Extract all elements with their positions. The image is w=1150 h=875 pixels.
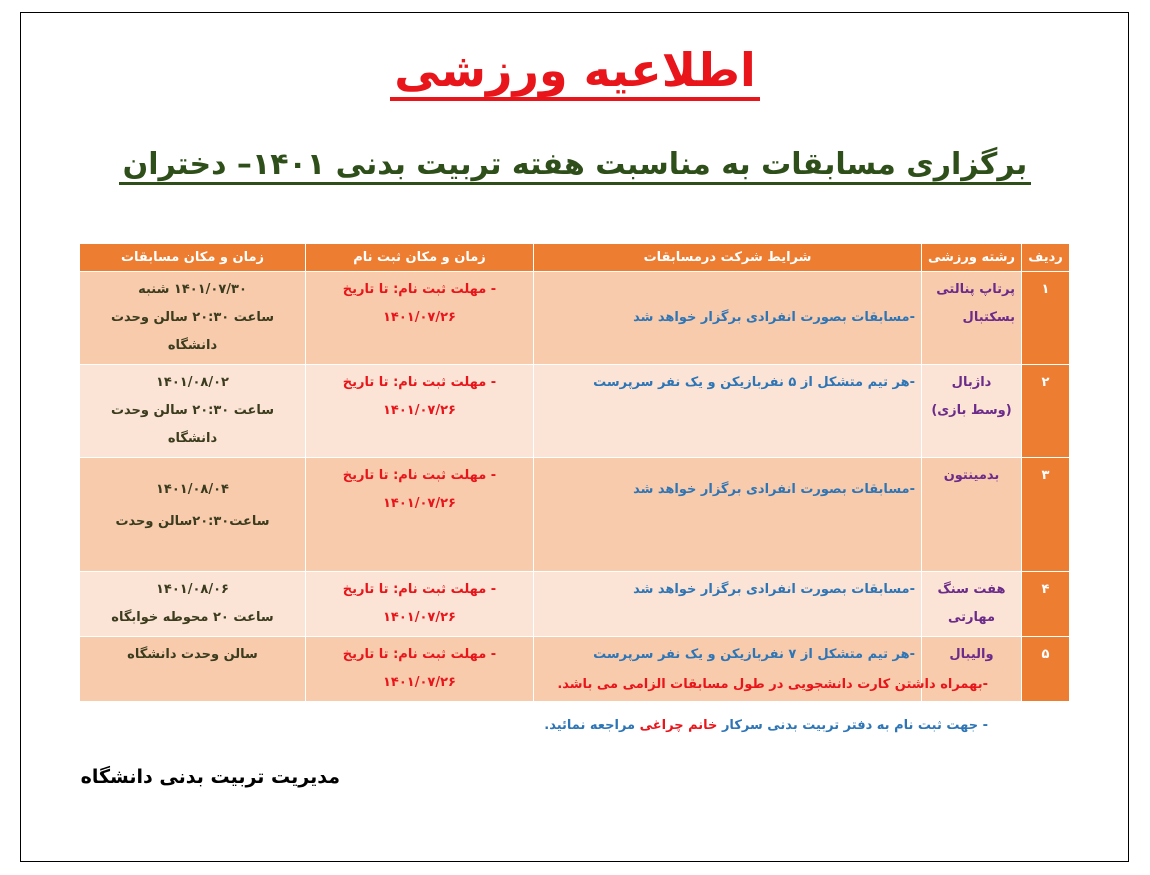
row-number: ۲ — [1022, 365, 1070, 458]
registration-date: ۱۴۰۱/۰۷/۲۶ — [383, 496, 456, 511]
venue-cell — [80, 572, 306, 637]
sport-name: والیبال — [949, 647, 994, 662]
note-contact-name: خانم چراغی — [639, 718, 718, 733]
sport-cell — [922, 572, 1022, 637]
row-number: ۴ — [1022, 572, 1070, 637]
venue-date: ۱۴۰۱/۰۸/۰۴ — [156, 482, 229, 497]
header-venue: زمان و مکان مسابقات — [80, 244, 306, 272]
registration-date: ۱۴۰۱/۰۷/۲۶ — [383, 610, 456, 625]
table-row — [80, 272, 1070, 365]
venue-date: ۱۴۰۱/۰۸/۰۲ — [156, 375, 229, 390]
venue-cell — [80, 365, 306, 458]
sport-name-line2: (وسط بازی) — [931, 403, 1012, 418]
registration-cell — [306, 637, 534, 702]
registration-deadline: - مهلت ثبت نام: تا تاریخ — [342, 647, 497, 662]
venue-location: ساعت ۲۰ محوطه خوابگاه — [111, 610, 274, 625]
sport-name-line2: بسکتبال — [962, 310, 1015, 325]
note-registration-end: مراجعه نمائید. — [544, 718, 636, 733]
competition-table — [79, 243, 1070, 702]
page-title: اطلاعیه ورزشی — [0, 40, 1150, 100]
registration-deadline: - مهلت ثبت نام: تا تاریخ — [342, 375, 497, 390]
registration-deadline: - مهلت ثبت نام: تا تاریخ — [342, 468, 497, 483]
table-row — [80, 572, 1070, 637]
condition-text: -هر تیم متشکل از ۷ نفربازیکن و یک نفر سرپرست — [593, 647, 915, 662]
venue-cell — [80, 272, 306, 365]
condition-text: -هر تیم متشکل از ۵ نفربازیکن و یک نفر سرپرست — [593, 375, 915, 390]
sport-name: هفت سنگ — [937, 582, 1006, 597]
condition-text: -مسابقات بصورت انفرادی برگزار خواهد شد — [633, 310, 915, 325]
registration-cell — [306, 365, 534, 458]
registration-deadline: - مهلت ثبت نام: تا تاریخ — [342, 582, 497, 597]
condition-cell — [534, 365, 922, 458]
venue-location: ساعت ۲۰:۳۰ سالن وحدت دانشگاه — [110, 310, 275, 353]
note-registration-text: - جهت ثبت نام به دفتر تربیت بدنی سرکار — [721, 718, 988, 733]
venue-location: ساعت ۲۰:۳۰ سالن وحدت دانشگاه — [110, 403, 275, 446]
sport-name: پرتاپ پنالتی — [936, 282, 1015, 297]
note-student-card: -بهمراه داشتن کارت دانشجویی در طول مسابقات الزامی می باشد. — [557, 677, 988, 692]
registration-deadline: - مهلت ثبت نام: تا تاریخ — [342, 282, 497, 297]
registration-cell — [306, 272, 534, 365]
sport-name-line2: مهارتی — [947, 610, 996, 625]
sport-name: داژبال — [951, 375, 992, 390]
venue-cell — [80, 637, 306, 702]
venue-cell — [80, 458, 306, 572]
row-number: ۵ — [1022, 637, 1070, 702]
venue-date: ۱۴۰۱/۰۷/۳۰ شنبه — [138, 282, 247, 297]
signature: مدیریت تربیت بدنی دانشگاه — [80, 766, 340, 788]
condition-cell — [534, 572, 922, 637]
sport-cell — [922, 272, 1022, 365]
row-number: ۳ — [1022, 458, 1070, 572]
condition-cell — [534, 458, 922, 572]
row-number: ۱ — [1022, 272, 1070, 365]
registration-date: ۱۴۰۱/۰۷/۲۶ — [383, 310, 456, 325]
header-registration: زمان و مکان ثبت نام — [306, 244, 534, 272]
note-registration — [544, 718, 988, 733]
registration-cell — [306, 572, 534, 637]
condition-text: -مسابقات بصورت انفرادی برگزار خواهد شد — [633, 582, 915, 597]
venue-location: ساعت۲۰:۳۰سالن وحدت — [115, 514, 270, 529]
sport-cell — [922, 458, 1022, 572]
table-row — [80, 458, 1070, 572]
condition-cell — [534, 272, 922, 365]
sport-cell — [922, 365, 1022, 458]
registration-date: ۱۴۰۱/۰۷/۲۶ — [383, 675, 456, 690]
header-row-number: ردیف — [1022, 244, 1070, 272]
venue-date: ۱۴۰۱/۰۸/۰۶ — [156, 582, 229, 597]
page-subtitle: برگزاری مسابقات به مناسبت هفته تربیت بدنی ۱۴۰۱– دختران — [0, 143, 1150, 187]
header-sport: رشته ورزشی — [922, 244, 1022, 272]
sport-name: بدمینتون — [943, 468, 1000, 483]
registration-cell — [306, 458, 534, 572]
table-row — [80, 365, 1070, 458]
table-header-row — [80, 244, 1070, 272]
venue-location: سالن وحدت دانشگاه — [127, 647, 258, 662]
registration-date: ۱۴۰۱/۰۷/۲۶ — [383, 403, 456, 418]
header-conditions: شرایط شرکت درمسابقات — [534, 244, 922, 272]
condition-text: -مسابقات بصورت انفرادی برگزار خواهد شد — [633, 482, 915, 497]
